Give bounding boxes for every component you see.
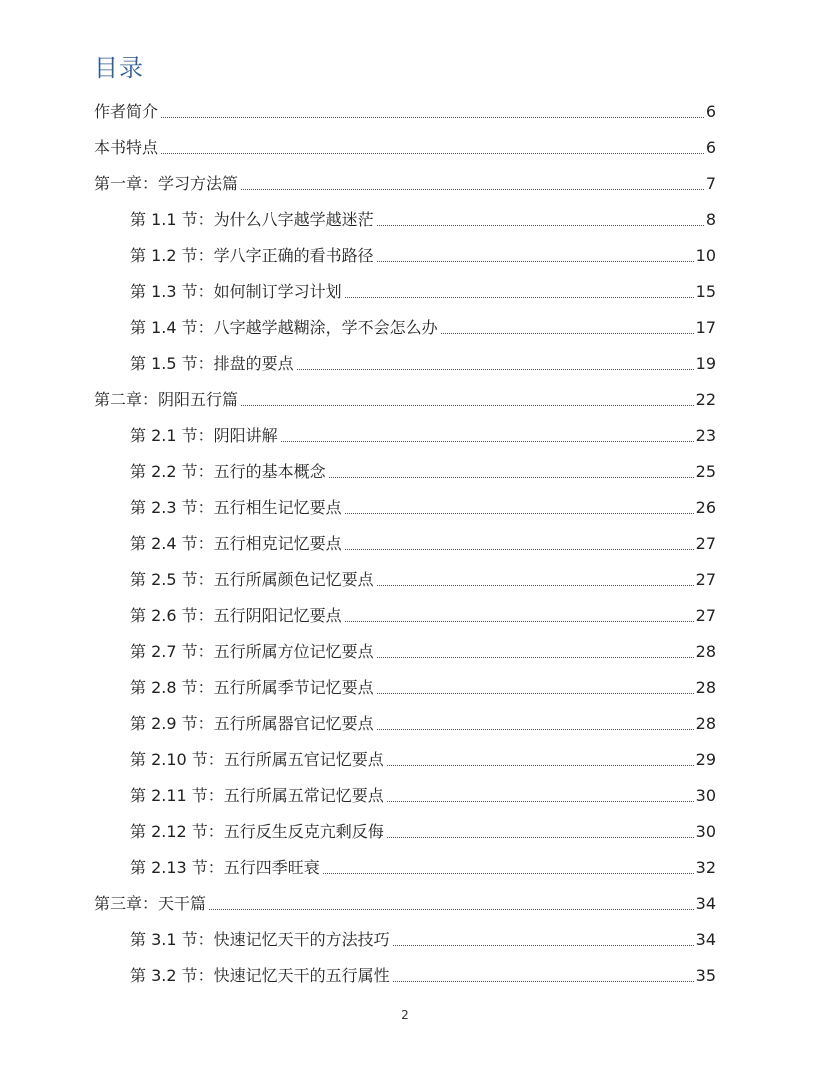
toc-entry-page-number: 30 <box>695 822 716 841</box>
toc-list <box>0 94 822 994</box>
toc-entry-label: 第一章：学习方法篇 <box>94 174 239 193</box>
toc-entry-label: 第 2.4 节：五行相克记忆要点 <box>130 534 342 553</box>
toc-entry-label: 第 2.12 节：五行反生反克亢剩反侮 <box>130 822 384 841</box>
toc-section-entry[interactable] <box>0 238 822 274</box>
toc-section-entry[interactable] <box>0 454 822 490</box>
dot-leader <box>393 930 694 950</box>
dot-leader <box>377 210 704 230</box>
dot-leader <box>241 174 704 194</box>
toc-entry-page-number: 27 <box>695 570 716 589</box>
toc-entry-label: 第 2.1 节：阴阳讲解 <box>130 426 278 445</box>
toc-section-entry[interactable] <box>0 814 822 850</box>
page-number: 2 <box>401 1008 409 1022</box>
toc-entry-page-number: 22 <box>695 390 716 409</box>
dot-leader <box>345 498 694 518</box>
toc-chapter-entry[interactable] <box>0 94 822 130</box>
toc-section-entry[interactable] <box>0 418 822 454</box>
dot-leader <box>323 858 694 878</box>
toc-section-entry[interactable] <box>0 850 822 886</box>
toc-chapter-entry[interactable] <box>0 382 822 418</box>
toc-entry-label: 第 1.2 节：学八字正确的看书路径 <box>130 246 374 265</box>
toc-section-entry[interactable] <box>0 310 822 346</box>
dot-leader <box>345 606 694 626</box>
dot-leader <box>441 318 694 338</box>
toc-section-entry[interactable] <box>0 958 822 994</box>
toc-entry-page-number: 15 <box>695 282 716 301</box>
toc-section-entry[interactable] <box>0 778 822 814</box>
toc-section-entry[interactable] <box>0 634 822 670</box>
dot-leader <box>377 714 694 734</box>
toc-section-entry[interactable] <box>0 706 822 742</box>
toc-section-entry[interactable] <box>0 922 822 958</box>
dot-leader <box>387 822 694 842</box>
toc-entry-page-number: 28 <box>695 642 716 661</box>
dot-leader <box>281 426 694 446</box>
toc-section-entry[interactable] <box>0 274 822 310</box>
toc-entry-label: 第 2.11 节：五行所属五常记忆要点 <box>130 786 384 805</box>
toc-entry-label: 第 2.2 节：五行的基本概念 <box>130 462 326 481</box>
toc-entry-page-number: 17 <box>695 318 716 337</box>
toc-entry-label: 第 2.6 节：五行阴阳记忆要点 <box>130 606 342 625</box>
toc-entry-page-number: 10 <box>695 246 716 265</box>
dot-leader <box>161 102 704 122</box>
toc-entry-label: 第 1.3 节：如何制订学习计划 <box>130 282 342 301</box>
toc-title: 目录 <box>94 54 144 82</box>
toc-chapter-entry[interactable] <box>0 130 822 166</box>
toc-entry-label: 第 1.5 节：排盘的要点 <box>130 354 294 373</box>
toc-entry-label: 第 2.9 节：五行所属器官记忆要点 <box>130 714 374 733</box>
toc-entry-page-number: 32 <box>695 858 716 877</box>
dot-leader <box>387 786 694 806</box>
toc-section-entry[interactable] <box>0 742 822 778</box>
dot-leader <box>345 282 694 302</box>
dot-leader <box>345 534 694 554</box>
toc-entry-page-number: 27 <box>695 606 716 625</box>
toc-section-entry[interactable] <box>0 526 822 562</box>
toc-entry-page-number: 34 <box>695 930 716 949</box>
toc-section-entry[interactable] <box>0 346 822 382</box>
toc-entry-page-number: 29 <box>695 750 716 769</box>
toc-entry-label: 第二章：阴阳五行篇 <box>94 390 239 409</box>
dot-leader <box>377 570 694 590</box>
toc-entry-page-number: 7 <box>705 174 716 193</box>
dot-leader <box>393 966 694 986</box>
toc-entry-label: 第 2.10 节：五行所属五官记忆要点 <box>130 750 384 769</box>
toc-entry-page-number: 35 <box>695 966 716 985</box>
toc-section-entry[interactable] <box>0 670 822 706</box>
toc-section-entry[interactable] <box>0 598 822 634</box>
toc-entry-label: 第 3.1 节：快速记忆天干的方法技巧 <box>130 930 390 949</box>
toc-entry-label: 第 2.8 节：五行所属季节记忆要点 <box>130 678 374 697</box>
toc-entry-label: 本书特点 <box>94 138 159 157</box>
toc-section-entry[interactable] <box>0 562 822 598</box>
toc-entry-page-number: 27 <box>695 534 716 553</box>
toc-entry-label: 第 3.2 节：快速记忆天干的五行属性 <box>130 966 390 985</box>
dot-leader <box>387 750 694 770</box>
toc-entry-page-number: 34 <box>695 894 716 913</box>
dot-leader <box>329 462 694 482</box>
toc-entry-page-number: 28 <box>695 714 716 733</box>
toc-entry-label: 第 2.3 节：五行相生记忆要点 <box>130 498 342 517</box>
dot-leader <box>241 390 694 410</box>
toc-entry-page-number: 23 <box>695 426 716 445</box>
toc-chapter-entry[interactable] <box>0 166 822 202</box>
toc-section-entry[interactable] <box>0 202 822 238</box>
toc-entry-label: 作者简介 <box>94 102 159 121</box>
toc-section-entry[interactable] <box>0 490 822 526</box>
toc-entry-page-number: 19 <box>695 354 716 373</box>
dot-leader <box>209 894 694 914</box>
toc-entry-label: 第 1.4 节：八字越学越糊涂，学不会怎么办 <box>130 318 438 337</box>
toc-entry-label: 第 2.13 节：五行四季旺衰 <box>130 858 320 877</box>
toc-entry-page-number: 6 <box>705 138 716 157</box>
toc-entry-page-number: 8 <box>705 210 716 229</box>
dot-leader <box>377 678 694 698</box>
toc-entry-page-number: 26 <box>695 498 716 517</box>
toc-entry-page-number: 25 <box>695 462 716 481</box>
toc-entry-page-number: 30 <box>695 786 716 805</box>
toc-entry-label: 第 2.7 节：五行所属方位记忆要点 <box>130 642 374 661</box>
dot-leader <box>377 246 694 266</box>
toc-entry-page-number: 6 <box>705 102 716 121</box>
dot-leader <box>377 642 694 662</box>
toc-entry-page-number: 28 <box>695 678 716 697</box>
dot-leader <box>297 354 694 374</box>
toc-entry-label: 第 2.5 节：五行所属颜色记忆要点 <box>130 570 374 589</box>
dot-leader <box>161 138 704 158</box>
toc-entry-label: 第三章：天干篇 <box>94 894 207 913</box>
toc-chapter-entry[interactable] <box>0 886 822 922</box>
toc-entry-label: 第 1.1 节：为什么八字越学越迷茫 <box>130 210 374 229</box>
